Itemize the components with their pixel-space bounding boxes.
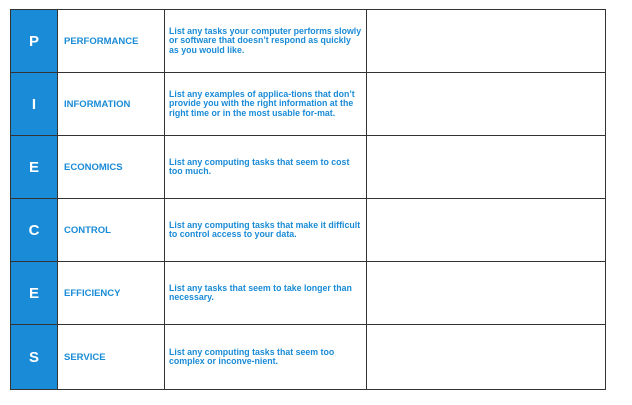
answer-cell[interactable] bbox=[367, 325, 606, 390]
letter-cell: E bbox=[11, 262, 58, 325]
table-row bbox=[11, 199, 606, 262]
category-label: ECONOMICS bbox=[58, 136, 165, 199]
table-row bbox=[11, 10, 606, 73]
letter-cell: C bbox=[11, 199, 58, 262]
answer-cell[interactable] bbox=[367, 262, 606, 325]
letter-cell: P bbox=[11, 10, 58, 73]
pieces-worksheet-table bbox=[10, 9, 606, 390]
category-label: SERVICE bbox=[58, 325, 165, 390]
category-description: List any examples of applica-tions that don’t provide you with the right information at the right time or in the most usable for-mat. bbox=[165, 73, 367, 136]
answer-cell[interactable] bbox=[367, 73, 606, 136]
category-label: INFORMATION bbox=[58, 73, 165, 136]
category-label: EFFICIENCY bbox=[58, 262, 165, 325]
answer-cell[interactable] bbox=[367, 10, 606, 73]
category-description: List any computing tasks that make it difficult to control access to your data. bbox=[165, 199, 367, 262]
table-row bbox=[11, 325, 606, 390]
letter-cell: E bbox=[11, 136, 58, 199]
letter-cell: I bbox=[11, 73, 58, 136]
category-description: List any computing tasks that seem too complex or inconve-nient. bbox=[165, 325, 367, 390]
category-description: List any computing tasks that seem to cost too much. bbox=[165, 136, 367, 199]
letter-cell: S bbox=[11, 325, 58, 390]
table-row bbox=[11, 136, 606, 199]
category-description: List any tasks your computer performs slowly or software that doesn’t respond as quickly as you would like. bbox=[165, 10, 367, 73]
category-label: CONTROL bbox=[58, 199, 165, 262]
table-row bbox=[11, 73, 606, 136]
answer-cell[interactable] bbox=[367, 199, 606, 262]
category-label: PERFORMANCE bbox=[58, 10, 165, 73]
answer-cell[interactable] bbox=[367, 136, 606, 199]
category-description: List any tasks that seem to take longer than necessary. bbox=[165, 262, 367, 325]
table-row bbox=[11, 262, 606, 325]
